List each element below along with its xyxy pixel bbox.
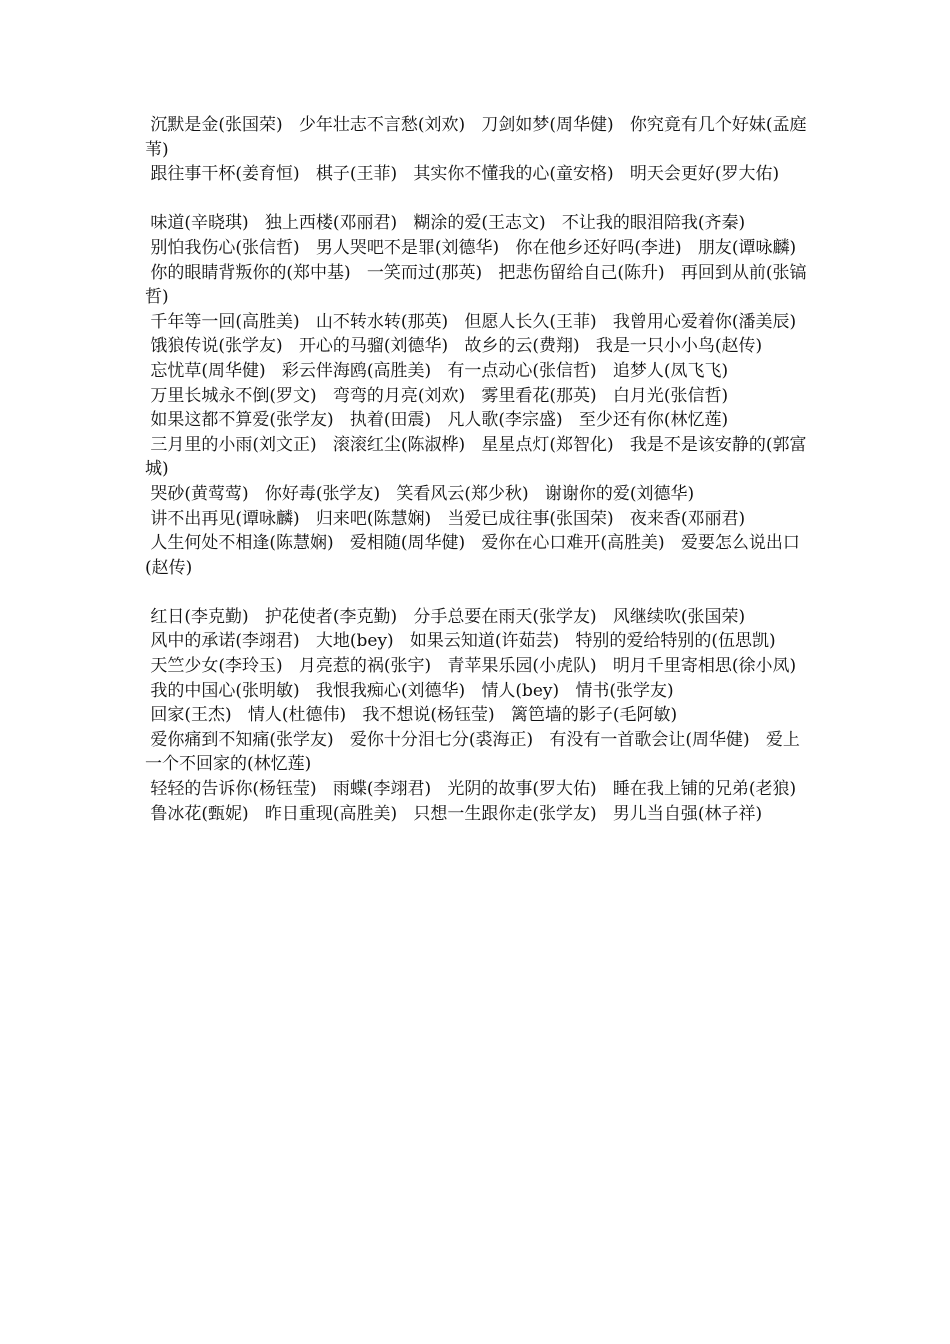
song-line: 回家(王杰) 情人(杜德伟) 我不想说(杨钰莹) 篱笆墙的影子(毛阿敏) bbox=[145, 705, 678, 726]
song-line: 人生何处不相逢(陈慧娴) 爱相随(周华健) 爱你在心口难开(高胜美) 爱要怎么说出口(赵传) bbox=[145, 533, 800, 578]
song-line: 跟往事干杯(姜育恒) 棋子(王菲) 其实你不懂我的心(童安格) 明天会更好(罗大佑) bbox=[145, 164, 780, 185]
song-line: 味道(辛晓琪) 独上西楼(邓丽君) 糊涂的爱(王志文) 不让我的眼泪陪我(齐秦) bbox=[145, 213, 746, 234]
paragraph-gap bbox=[145, 580, 810, 605]
song-line: 轻轻的告诉你(杨钰莹) 雨蝶(李翊君) 光阴的故事(罗大佑) 睡在我上铺的兄弟(老狼) bbox=[145, 779, 797, 800]
song-line: 饿狼传说(张学友) 开心的马骝(刘德华) 故乡的云(费翔) 我是一只小小鸟(赵传) bbox=[145, 336, 763, 357]
song-line: 你的眼睛背叛你的(郑中基) 一笑而过(那英) 把悲伤留给自己(陈升) 再回到从前(张镐哲) bbox=[145, 262, 807, 308]
song-line: 爱你痛到不知痛(张学友) 爱你十分泪七分(裘海正) 有没有一首歌会让(周华健) 爱上一个不回家的(林忆莲) bbox=[145, 729, 800, 775]
song-line: 忘忧草(周华健) 彩云伴海鸥(高胜美) 有一点动心(张信哲) 追梦人(凤飞飞) bbox=[145, 360, 729, 381]
song-line: 千年等一回(高胜美) 山不转水转(那英) 但愿人长久(王菲) 我曾用心爱着你(潘美辰) bbox=[145, 311, 797, 332]
song-line: 讲不出再见(谭咏麟) 归来吧(陈慧娴) 当爱已成往事(张国荣) 夜来香(邓丽君) bbox=[145, 508, 746, 529]
song-list-block-3 bbox=[145, 605, 810, 826]
song-line: 天竺少女(李玲玉) 月亮惹的祸(张宇) 青苹果乐园(小虎队) 明月千里寄相思(徐小凤) bbox=[145, 656, 797, 677]
paragraph-gap bbox=[145, 187, 810, 212]
song-line: 万里长城永不倒(罗文) 弯弯的月亮(刘欢) 雾里看花(那英) 白月光(张信哲) bbox=[145, 385, 729, 406]
song-line: 红日(李克勤) 护花使者(李克勤) 分手总要在雨天(张学友) 风继续吹(张国荣) bbox=[145, 606, 746, 627]
song-list-block-1 bbox=[145, 113, 810, 187]
song-list-block-2 bbox=[145, 211, 810, 580]
song-line: 我的中国心(张明敏) 我恨我痴心(刘德华) 情人(bey) 情书(张学友) bbox=[145, 680, 674, 701]
song-line: 哭砂(黄莺莺) 你好毒(张学友) 笑看风云(郑少秋) 谢谢你的爱(刘德华) bbox=[145, 483, 695, 504]
song-line: 如果这都不算爱(张学友) 执着(田震) 凡人歌(李宗盛) 至少还有你(林忆莲) bbox=[145, 410, 729, 431]
song-line: 鲁冰花(甄妮) 昨日重现(高胜美) 只想一生跟你走(张学友) 男儿当自强(林子祥) bbox=[145, 803, 763, 824]
song-line: 沉默是金(张国荣) 少年壮志不言愁(刘欢) 刀剑如梦(周华健) 你究竟有几个好妹(孟庭苇) bbox=[145, 115, 807, 160]
song-line: 别怕我伤心(张信哲) 男人哭吧不是罪(刘德华) 你在他乡还好吗(李进) 朋友(谭咏麟) bbox=[145, 237, 797, 258]
song-line: 风中的承诺(李翊君) 大地(bey) 如果云知道(许茹芸) 特别的爱给特别的(伍思凯) bbox=[145, 631, 776, 652]
document-page bbox=[145, 113, 810, 826]
song-line: 三月里的小雨(刘文正) 滚滚红尘(陈淑桦) 星星点灯(郑智化) 我是不是该安静的(郭富城) bbox=[145, 434, 807, 480]
